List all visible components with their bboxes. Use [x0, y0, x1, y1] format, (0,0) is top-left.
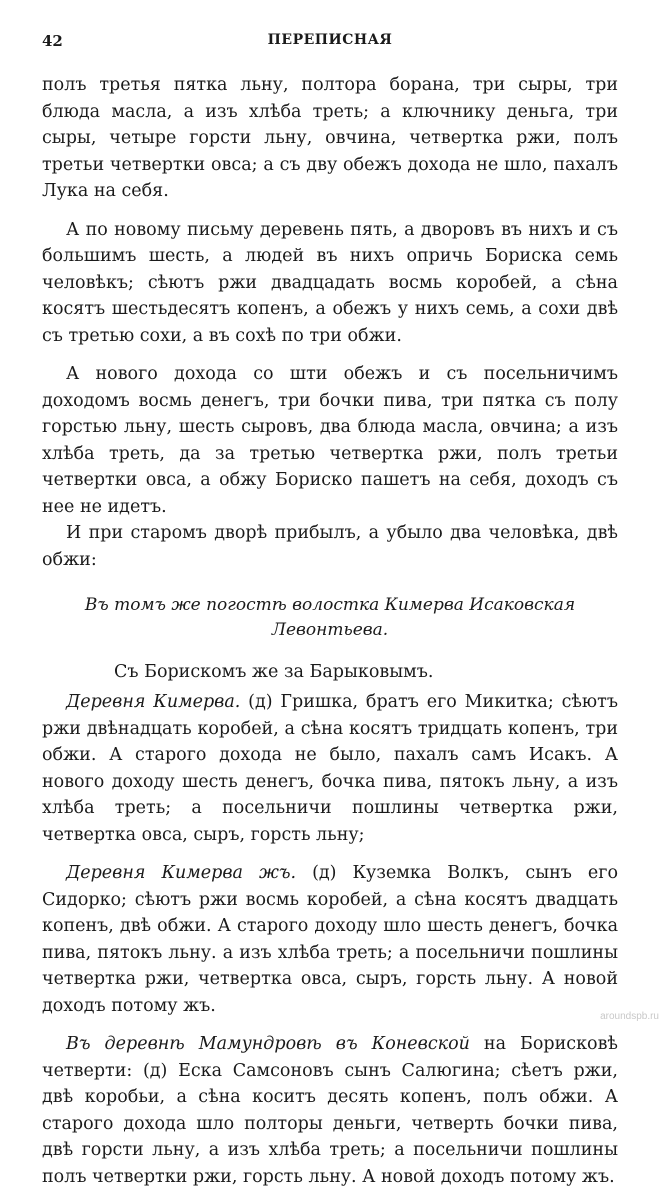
paragraph: полъ третья пятка льну, полтора борана, три сыры, три блюда масла, а изъ хлѣба треть; а ключнику деньга, три сыры, четыре горсти льну, овчина, четвертка ржи, полъ третьи четвертки овса; а съ дву обежъ дохода не шло, пахалъ Лука на себя.: [42, 75, 618, 201]
entry-name: Въ деревнѣ Мамундровѣ въ Коневской: [66, 1034, 470, 1054]
page-number: 42: [42, 32, 63, 50]
entry-text: на Борисковѣ четверти: (д) Еска Самсоновъ сынъ Салюгина; сѣетъ ржи, двѣ коробьи, а сѣна коситъ десять копенъ, полъ обжи. А старого дохода шло полторы деньги, четверть бочки пива, двѣ горсти льну, а изъ хлѣба треть; а посельничи пошлины полъ четвертки ржи, горсть льну. А новой доходъ потому жъ.: [42, 1034, 618, 1187]
entry-text: (д) Гришка, братъ его Микитка; сѣютъ ржи двѣнадцать коробей, а сѣна косятъ тридцать копенъ, три обжи. А старого дохода не было, пахалъ самъ Исакъ. А нового доходу шесть денегъ, бочка пива, пятокъ льну, а изъ хлѣба треть; а посельничи пошлины четвертка ржи, четвертка овса, сыръ, горсть льну;: [42, 692, 618, 845]
entry: [42, 860, 618, 1019]
paragraph: А по новому письму деревень пять, а дворовъ въ нихъ и съ большимъ шесть, а людей въ нихъ опричь Бориска семь человѣкъ; сѣютъ ржи двадцадать восмь коробей, а сѣна косятъ шестьдесятъ копенъ, а обежъ у нихъ семь, а сохи двѣ съ третью сохи, а въ сохѣ по три обжи.: [42, 219, 618, 346]
entry: [42, 689, 618, 848]
subheading: Съ Борискомъ же за Барыковымъ.: [114, 662, 434, 682]
page-header: [42, 30, 618, 58]
entry: [42, 1031, 618, 1190]
paragraph: И при старомъ дворѣ прибылъ, а убыло два человѣка, двѣ обжи:: [42, 523, 618, 570]
section-heading: Въ томъ же погостѣ волостка Кимерва Исаковская Левонтьева.: [84, 595, 576, 640]
paragraph: А нового дохода со шти обежъ и съ посельничимъ доходомъ восмь денегъ, три бочки пива, три пятка съ полу горстью льну, шесть сыровъ, два блюда масла, овчина; а изъ хлѣба треть, да за третью четвертка ржи, полъ третьи четвертки овса, а обжу Бориско пашетъ на себя, доходъ съ нее не идетъ.: [42, 364, 618, 517]
document-page: [42, 30, 618, 1187]
watermark: aroundspb.ru: [600, 1011, 659, 1022]
entry-text: (д) Куземка Волкъ, сынъ его Сидорко; сѣютъ ржи восмь коробей, а сѣна косятъ двадцать копенъ, двѣ обжи. А старого доходу шло шесть денегъ, бочка пива, пятокъ льну. а изъ хлѣба треть; а посельничи пошлины четвертка ржи, четвертка овса, сыръ, горсть льну. А новой доходъ потому жъ.: [42, 863, 618, 1016]
entry-name: Деревня Кимерва.: [66, 692, 241, 712]
entry-name: Деревня Кимерва жъ.: [66, 863, 297, 883]
running-head: ПЕРЕПИСНАЯ: [267, 32, 393, 48]
